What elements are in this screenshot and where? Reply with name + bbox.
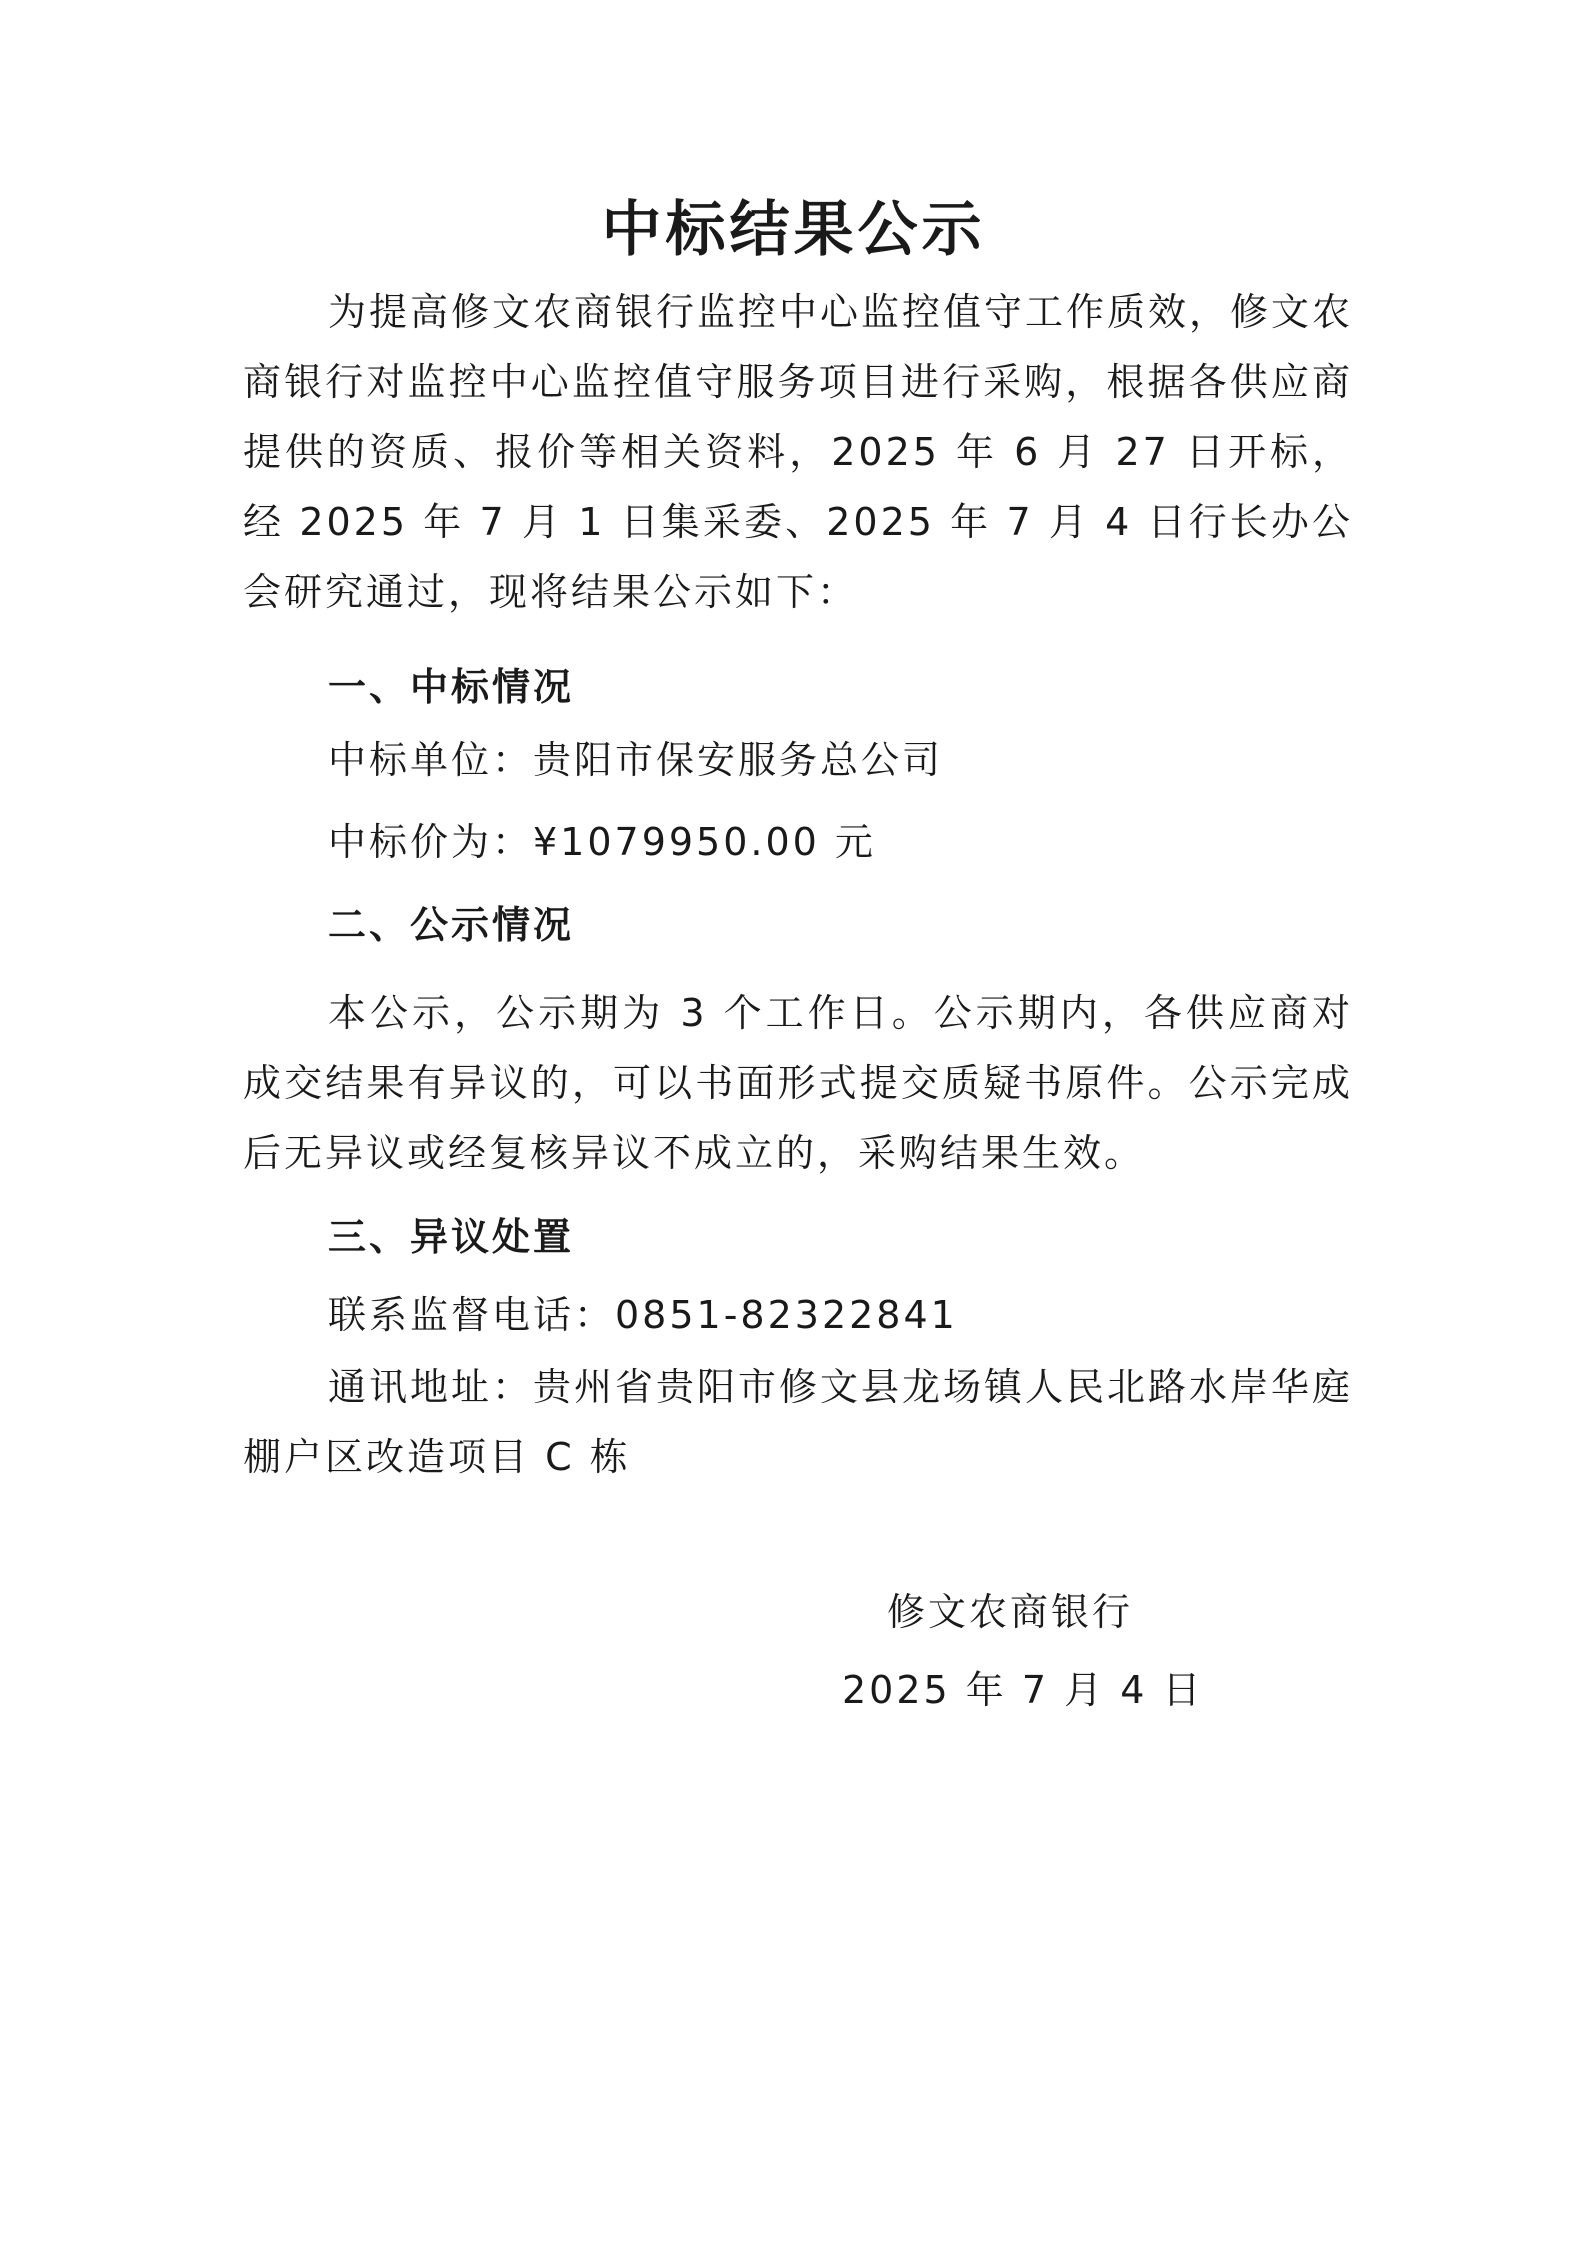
signature-date: 2025 年 7 月 4 日 bbox=[842, 1668, 1204, 1712]
page-title: 中标结果公示 bbox=[601, 195, 986, 265]
supervision-phone-line: 联系监督电话：0851-82322841 bbox=[328, 1293, 958, 1337]
section-heading-publicity: 二、公示情况 bbox=[328, 903, 575, 947]
section-heading-objection: 三、异议处置 bbox=[328, 1215, 575, 1259]
winning-price-line: 中标价为：¥1079950.00 元 bbox=[328, 820, 876, 864]
section-heading-bid-result: 一、中标情况 bbox=[328, 665, 575, 709]
winning-unit-line: 中标单位：贵阳市保安服务总公司 bbox=[328, 738, 944, 782]
intro-paragraph: 为提高修文农商银行监控中心监控值守工作质效，修文农商银行对监控中心监控值守服务项目进行采购，根据各供应商提供的资质、报价等相关资料，2025 年 6 月 27 日开标，经 2025 年 7 月 1 日集采委、2025 年 7 月 4 日行长办公会研究通过，现将结果公示如下： bbox=[243, 290, 1354, 614]
signature-organization: 修文农商银行 bbox=[887, 1590, 1134, 1634]
publicity-paragraph: 本公示，公示期为 3 个工作日。公示期内，各供应商对成交结果有异议的，可以书面形式提交质疑书原件。公示完成后无异议或经复核异议不成立的，采购结果生效。 bbox=[243, 991, 1353, 1175]
mailing-address-line: 通讯地址：贵州省贵阳市修文县龙场镇人民北路水岸华庭棚户区改造项目 C 栋 bbox=[243, 1365, 1354, 1479]
